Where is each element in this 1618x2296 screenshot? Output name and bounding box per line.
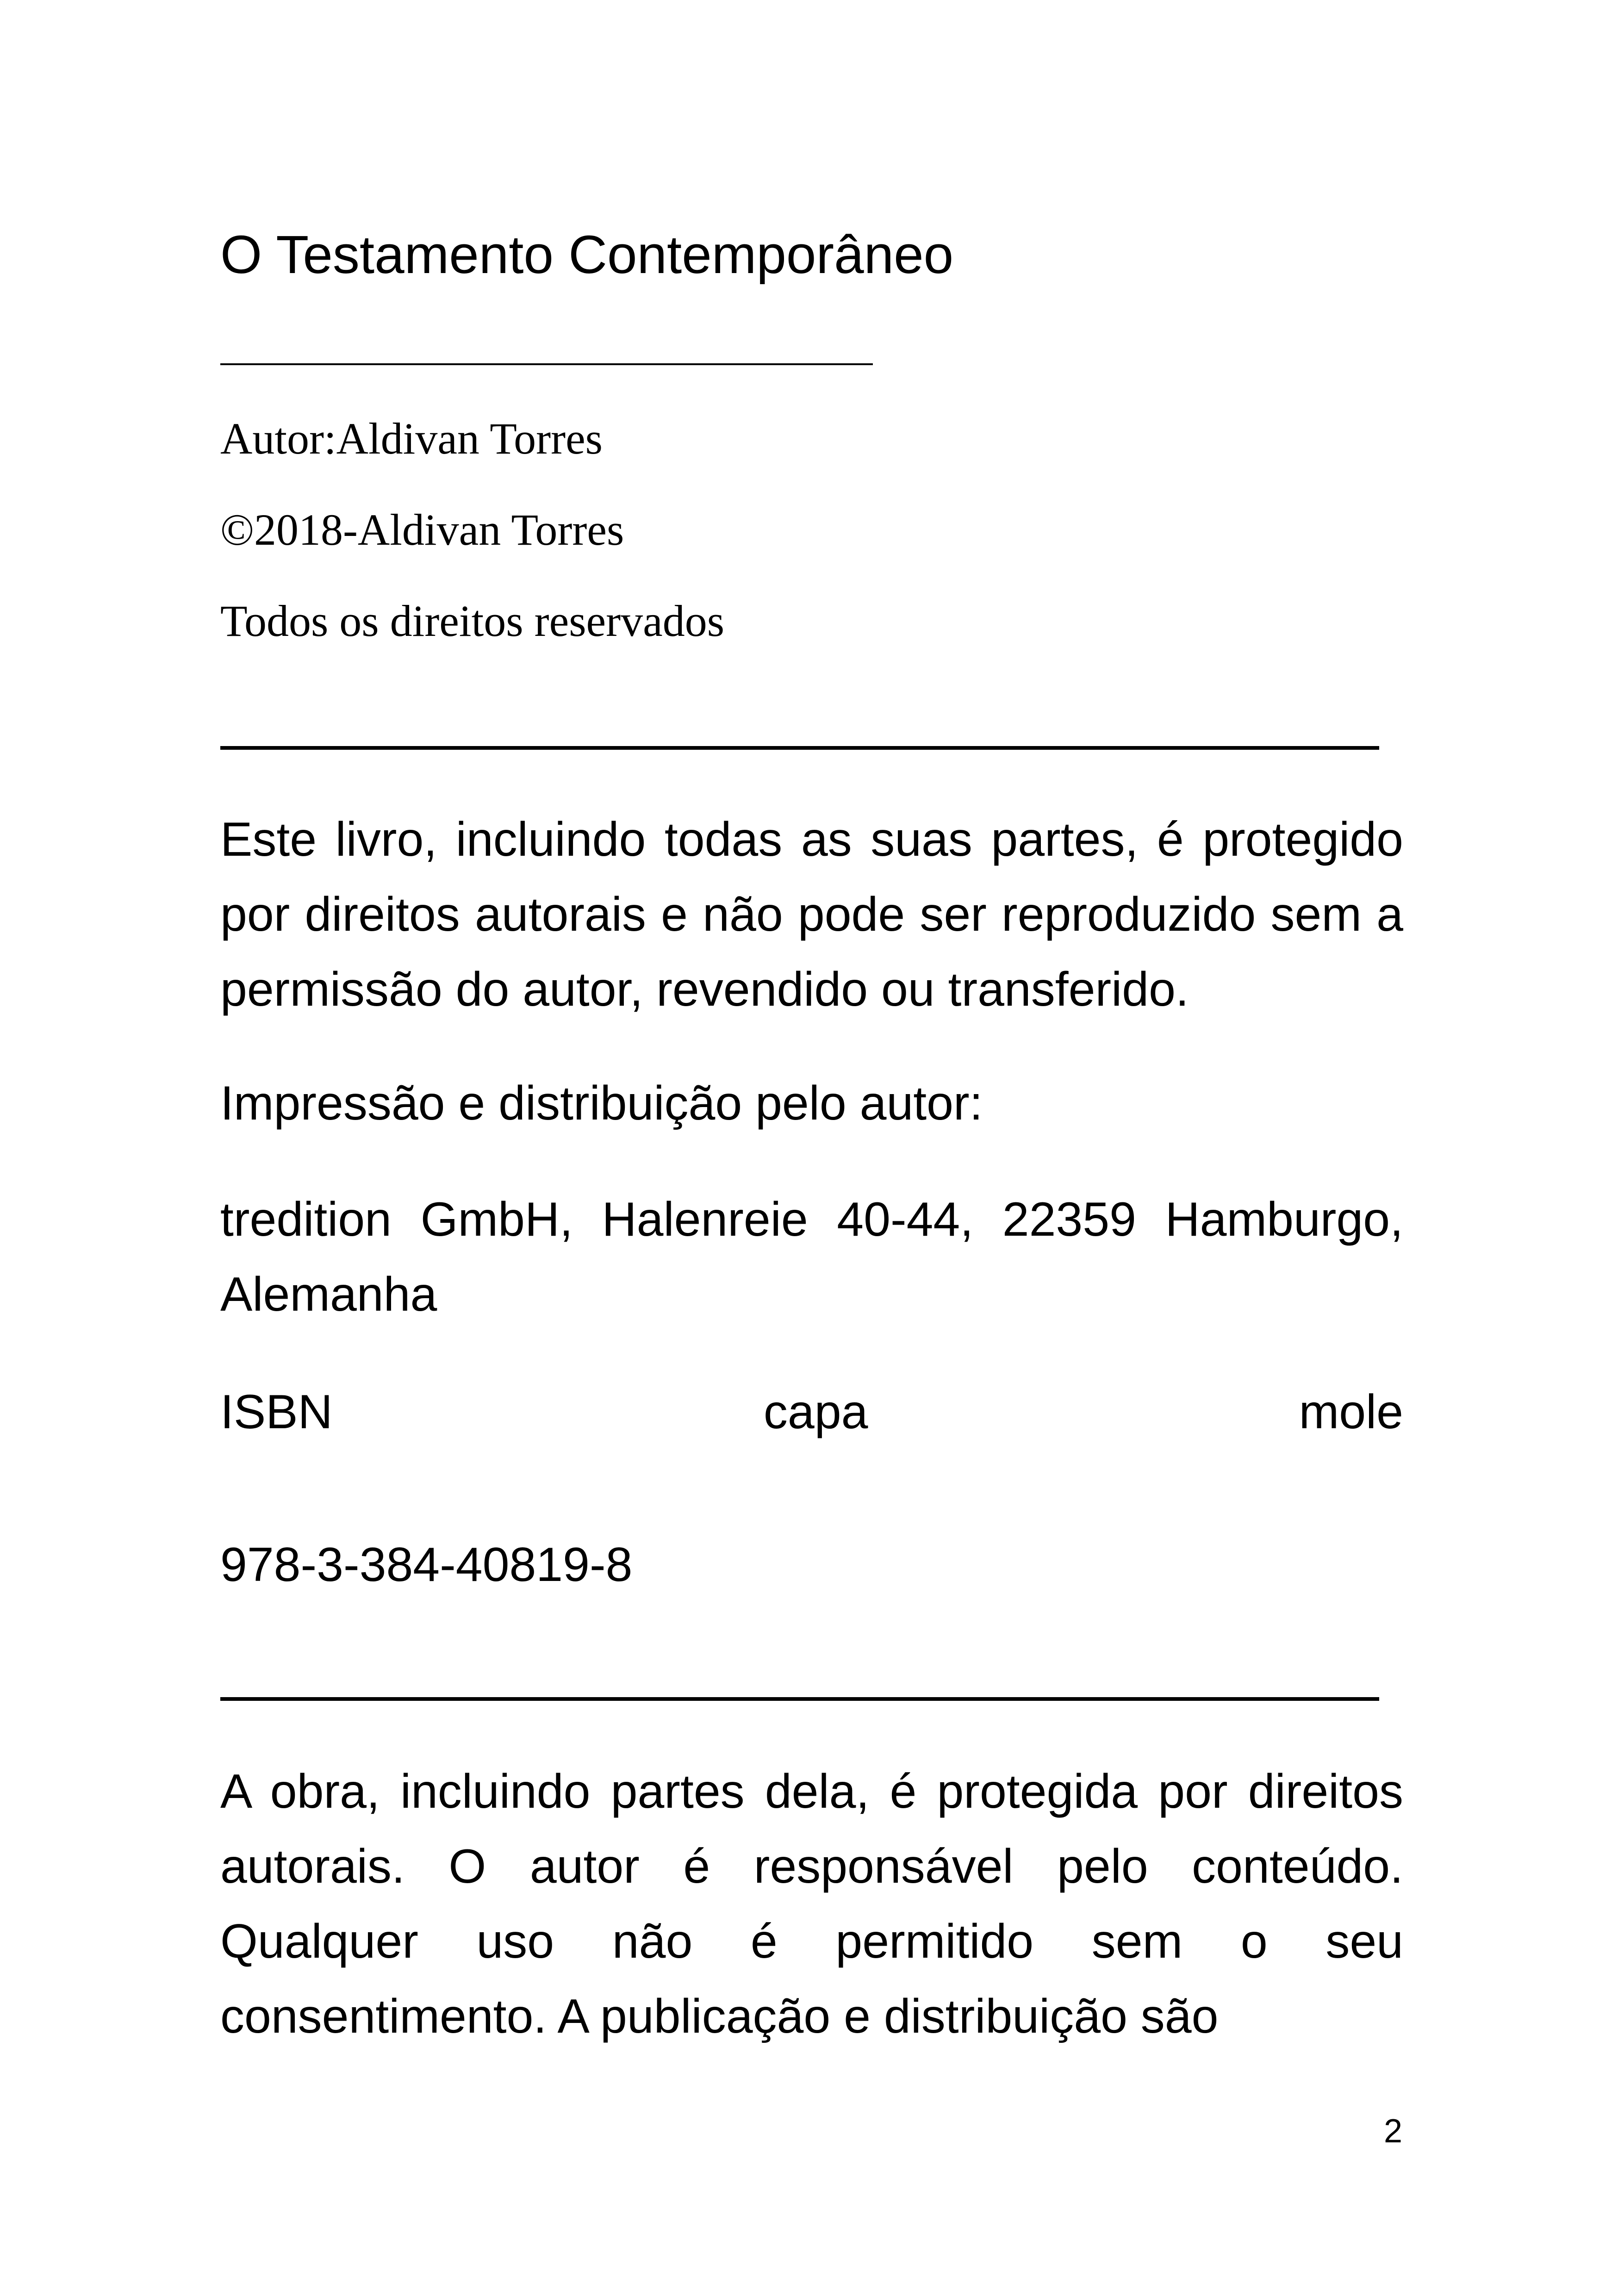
isbn-label: ISBN [220, 1385, 333, 1439]
section-divider-top [220, 746, 1379, 750]
copyright-notice: Este livro, incluindo todas as suas partes, é protegido por direitos autorais e não pode ser reproduzido sem a permissão do autor, revendido ou transferido. [220, 813, 1403, 1016]
isbn-format-word-mole: mole [1299, 1385, 1403, 1439]
rights-reserved-line: Todos os direitos reservados [220, 596, 725, 646]
section-divider-bottom [220, 1697, 1379, 1701]
page-number: 2 [1384, 2113, 1403, 2150]
isbn-number: 978-3-384-40819-8 [220, 1538, 633, 1592]
legal-paragraph: A obra, incluindo partes dela, é protegida por direitos autorais. O autor é responsável pelo conteúdo. Qualquer uso não é permitido sem o seu consentimento. A publicação e distribuição são [220, 1765, 1403, 2043]
copyright-line: ©2018-Aldivan Torres [220, 505, 624, 554]
isbn-format-word-capa: capa [763, 1385, 868, 1439]
publisher-address: tredition GmbH, Halenreie 40-44, 22359 Hamburgo, Alemanha [220, 1193, 1403, 1321]
author-line: Autor:Aldivan Torres [220, 414, 603, 463]
printing-distribution-label: Impressão e distribuição pelo autor: [220, 1076, 983, 1130]
book-title: O Testamento Contemporâneo [220, 224, 954, 285]
isbn-format-row [220, 1375, 1403, 1450]
title-divider [220, 363, 873, 365]
